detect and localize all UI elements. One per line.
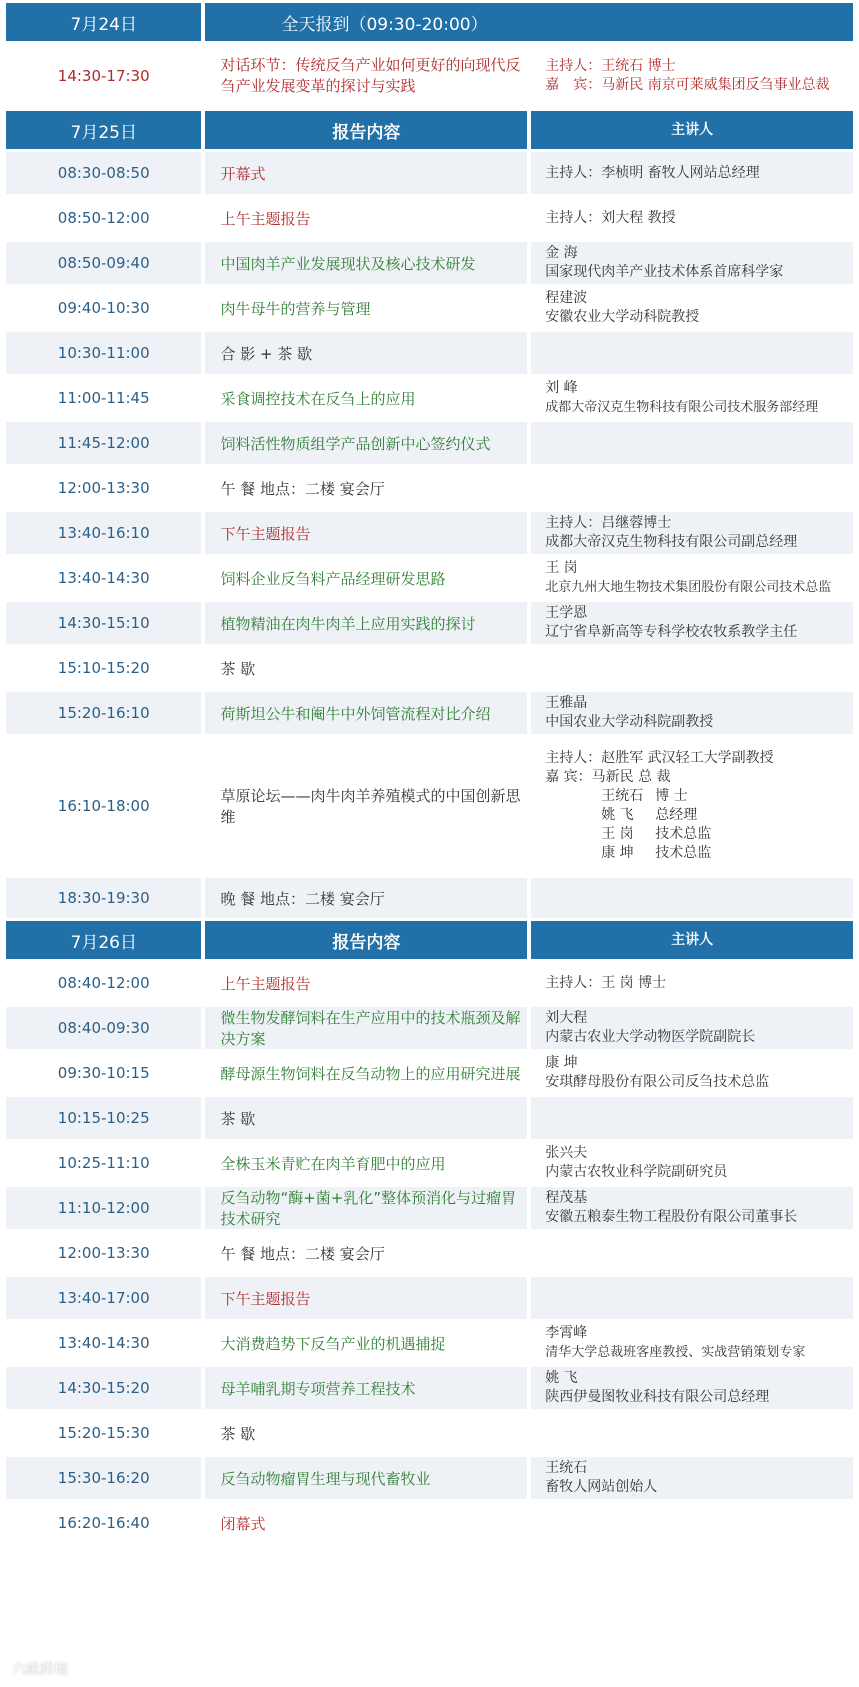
day26-col-speaker: 主讲人: [527, 921, 853, 959]
row-topic: 茶 歇: [201, 1412, 527, 1454]
row-speaker: [527, 467, 853, 509]
day25-dinner-topic: 晚 餐 地点：二楼 宴会厅: [201, 878, 527, 918]
row-speaker: [527, 602, 853, 644]
row-time: 08:40-12:00: [6, 962, 201, 1004]
row-time: 14:30-15:10: [6, 602, 201, 644]
row-speaker: [527, 377, 853, 419]
row-topic: 采食调控技术在反刍上的应用: [201, 377, 527, 419]
forum-guest-title: 技术总监: [655, 845, 712, 861]
row-time: 11:10-12:00: [6, 1187, 201, 1229]
row-time: 09:40-10:30: [6, 287, 201, 329]
row-time: 15:20-16:10: [6, 692, 201, 734]
row-topic: 中国肉羊产业发展现状及核心技术研发: [201, 242, 527, 284]
row-speaker: [527, 1007, 853, 1049]
speaker-name: 主持人：王 岗 博士: [545, 974, 667, 991]
row-time: 08:50-12:00: [6, 197, 201, 239]
row-speaker: [527, 692, 853, 734]
speaker-affiliation: 安琪酵母股份有限公司反刍技术总监: [545, 1074, 770, 1090]
row-time: 15:20-15:30: [6, 1412, 201, 1454]
row-time: 13:40-14:30: [6, 1322, 201, 1364]
row-topic: 微生物发酵饲料在生产应用中的技术瓶颈及解决方案: [201, 1007, 527, 1049]
row-time: 08:30-08:50: [6, 152, 201, 194]
forum-guest: [545, 787, 853, 806]
speaker-name: 王雅晶: [545, 695, 588, 711]
row-speaker: [527, 1142, 853, 1184]
row-topic: 午 餐 地点：二楼 宴会厅: [201, 467, 527, 509]
day24-dialog-guest: 嘉 宾：马新民 南京可莱威集团反刍事业总裁: [545, 77, 830, 93]
speaker-affiliation: 内蒙古农牧业科学院副研究员: [545, 1164, 728, 1180]
speaker-affiliation: 陕西伊曼图牧业科技有限公司总经理: [545, 1389, 770, 1405]
row-speaker: [527, 1502, 853, 1544]
day24-dialog-people: [527, 44, 853, 108]
schedule-table: [6, 0, 853, 1547]
row-time: 14:30-15:20: [6, 1367, 201, 1409]
row-speaker: [527, 332, 853, 374]
row-time: 10:15-10:25: [6, 1097, 201, 1139]
speaker-name: 金 海: [545, 245, 578, 261]
row-time: 15:30-16:20: [6, 1457, 201, 1499]
schedule-row: [6, 1232, 853, 1274]
day25-forum-time: 16:10-18:00: [6, 737, 201, 875]
schedule-row: [6, 1502, 853, 1544]
speaker-affiliation: 北京九州大地生物技术集团股份有限公司技术总监: [545, 580, 832, 595]
row-topic: 闭幕式: [201, 1502, 527, 1544]
schedule-row: [6, 377, 853, 419]
row-speaker: [527, 512, 853, 554]
day25-forum-guest-list: [545, 787, 853, 863]
schedule-row: [6, 647, 853, 689]
row-topic: 上午主题报告: [201, 197, 527, 239]
row-speaker: [527, 242, 853, 284]
forum-guest-name: 康 坤: [601, 845, 634, 861]
speaker-affiliation: 畜牧人网站创始人: [545, 1479, 658, 1495]
forum-guest-title: 博 士: [655, 788, 688, 804]
speaker-affiliation: 安徽农业大学动科院教授: [545, 309, 700, 325]
schedule-row: [6, 1007, 853, 1049]
day25-dinner-row: [6, 878, 853, 918]
watermark-logo: 六畝跨境: [12, 1662, 68, 1678]
row-speaker: [527, 152, 853, 194]
row-speaker: [527, 1412, 853, 1454]
speaker-affiliation: 成都大帝汉克生物科技有限公司副总经理: [545, 534, 798, 550]
row-topic: 饲料活性物质组学产品创新中心签约仪式: [201, 422, 527, 464]
schedule-row: [6, 1457, 853, 1499]
day25-forum-row: [6, 737, 853, 875]
speaker-name: 康 坤: [545, 1055, 578, 1071]
row-speaker: [527, 287, 853, 329]
row-topic: 酵母源生物饲料在反刍动物上的应用研究进展: [201, 1052, 527, 1094]
schedule-row: [6, 287, 853, 329]
speaker-name: 王学恩: [545, 605, 588, 621]
speaker-name: 王统石: [545, 1460, 588, 1476]
row-time: 10:30-11:00: [6, 332, 201, 374]
schedule-row: [6, 1052, 853, 1094]
row-topic: 大消费趋势下反刍产业的机遇捕捉: [201, 1322, 527, 1364]
day25-dinner-time: 18:30-19:30: [6, 878, 201, 918]
row-speaker: [527, 1322, 853, 1364]
day25-dinner-speaker: [527, 878, 853, 918]
row-time: 09:30-10:15: [6, 1052, 201, 1094]
row-speaker: [527, 1097, 853, 1139]
schedule-row: [6, 242, 853, 284]
schedule-row: [6, 602, 853, 644]
schedule-row: [6, 1097, 853, 1139]
schedule-row: [6, 332, 853, 374]
schedule-row: [6, 1187, 853, 1229]
row-speaker: [527, 1052, 853, 1094]
forum-guest-title: 总经理: [655, 807, 698, 823]
row-time: 08:40-09:30: [6, 1007, 201, 1049]
row-speaker: [527, 962, 853, 1004]
day26-col-topic: 报告内容: [201, 921, 527, 959]
row-time: 12:00-13:30: [6, 467, 201, 509]
forum-guest: [545, 806, 853, 825]
row-speaker: [527, 197, 853, 239]
day24-dialog-host: 主持人：王统石 博士: [545, 58, 676, 74]
speaker-name: 主持人：李桢明 畜牧人网站总经理: [545, 164, 760, 181]
speaker-affiliation: 清华大学总裁班客座教授、实战营销策划专家: [545, 1345, 806, 1360]
day25-header-row: [6, 111, 853, 149]
day26-rows: [6, 962, 853, 1544]
row-speaker: [527, 1277, 853, 1319]
row-topic: 下午主题报告: [201, 512, 527, 554]
row-topic: 全株玉米青贮在肉羊育肥中的应用: [201, 1142, 527, 1184]
schedule-row: [6, 692, 853, 734]
forum-guest-title: 技术总监: [655, 826, 712, 842]
row-speaker: [527, 1367, 853, 1409]
speaker-name: 王 岗: [545, 560, 578, 576]
schedule-row: [6, 1412, 853, 1454]
day24-dialog-row: [6, 44, 853, 108]
speaker-name: 主持人：吕继蓉博士: [545, 515, 672, 531]
row-topic: 开幕式: [201, 152, 527, 194]
row-time: 13:40-16:10: [6, 512, 201, 554]
speaker-name: 刘 峰: [545, 380, 578, 396]
schedule-row: [6, 467, 853, 509]
day25-rows: [6, 152, 853, 734]
day24-checkin: 全天报到（09:30-20:00）: [201, 3, 853, 41]
speaker-name: 李霄峰: [545, 1325, 588, 1341]
row-time: 10:25-11:10: [6, 1142, 201, 1184]
row-speaker: [527, 557, 853, 599]
schedule-row: [6, 1277, 853, 1319]
row-topic: 肉牛母牛的营养与管理: [201, 287, 527, 329]
day25-forum-people: [527, 737, 853, 875]
speaker-name: 刘大程: [545, 1010, 588, 1026]
day25-forum-guest-label: 嘉 宾：马新民 总 裁: [545, 769, 671, 785]
row-topic: 反刍动物瘤胃生理与现代畜牧业: [201, 1457, 527, 1499]
row-speaker: [527, 647, 853, 689]
row-time: 13:40-14:30: [6, 557, 201, 599]
speaker-affiliation: 成都大帝汉克生物科技有限公司技术服务部经理: [545, 400, 819, 415]
speaker-affiliation: 内蒙古农业大学动物医学院副院长: [545, 1029, 756, 1045]
row-time: 16:20-16:40: [6, 1502, 201, 1544]
row-speaker: [527, 422, 853, 464]
row-topic: 荷斯坦公牛和阉牛中外饲管流程对比介绍: [201, 692, 527, 734]
day26-header-row: [6, 921, 853, 959]
row-speaker: [527, 1457, 853, 1499]
speaker-name: 程茂基: [545, 1190, 588, 1206]
speaker-name: 主持人：刘大程 教授: [545, 209, 676, 226]
day24-header-row: [6, 3, 853, 41]
row-topic: 上午主题报告: [201, 962, 527, 1004]
speaker-affiliation: 安徽五粮泰生物工程股份有限公司董事长: [545, 1209, 798, 1225]
day25-forum-host: 主持人：赵胜军 武汉轻工大学副教授: [545, 750, 774, 766]
speaker-name: 姚 飞: [545, 1370, 578, 1386]
forum-guest: [545, 844, 853, 863]
schedule-row: [6, 1322, 853, 1364]
row-topic: 母羊哺乳期专项营养工程技术: [201, 1367, 527, 1409]
schedule-row: [6, 962, 853, 1004]
forum-guest-name: 王 岗: [601, 826, 634, 842]
day24-date: 7月24日: [6, 3, 201, 41]
row-topic: 茶 歇: [201, 647, 527, 689]
schedule-row: [6, 1367, 853, 1409]
row-topic: 下午主题报告: [201, 1277, 527, 1319]
forum-guest: [545, 825, 853, 844]
row-topic: 茶 歇: [201, 1097, 527, 1139]
schedule-row: [6, 152, 853, 194]
schedule-row: [6, 557, 853, 599]
day26-date: 7月26日: [6, 921, 201, 959]
schedule-row: [6, 512, 853, 554]
day24-dialog-time: 14:30-17:30: [6, 44, 201, 108]
row-time: 11:00-11:45: [6, 377, 201, 419]
row-time: 11:45-12:00: [6, 422, 201, 464]
row-topic: 饲料企业反刍料产品经理研发思路: [201, 557, 527, 599]
row-topic: 午 餐 地点：二楼 宴会厅: [201, 1232, 527, 1274]
speaker-affiliation: 中国农业大学动科院副教授: [545, 714, 714, 730]
row-time: 15:10-15:20: [6, 647, 201, 689]
row-topic: 合 影 + 茶 歇: [201, 332, 527, 374]
forum-guest-name: 王统石: [601, 788, 644, 804]
speaker-affiliation: 国家现代肉羊产业技术体系首席科学家: [545, 264, 784, 280]
row-topic: 反刍动物“酶+菌+乳化”整体预消化与过瘤胃技术研究: [201, 1187, 527, 1229]
row-speaker: [527, 1232, 853, 1274]
day24-dialog-title: 对话环节：传统反刍产业如何更好的向现代反刍产业发展变革的探讨与实践: [201, 44, 527, 108]
row-speaker: [527, 1187, 853, 1229]
schedule-row: [6, 197, 853, 239]
row-time: 13:40-17:00: [6, 1277, 201, 1319]
day25-forum-topic: 草原论坛——肉牛肉羊养殖模式的中国创新思维: [201, 737, 527, 875]
speaker-name: 张兴夫: [545, 1145, 588, 1161]
day25-col-speaker: 主讲人: [527, 111, 853, 149]
speaker-name: 程建波: [545, 290, 588, 306]
row-time: 08:50-09:40: [6, 242, 201, 284]
day25-date: 7月25日: [6, 111, 201, 149]
day25-col-topic: 报告内容: [201, 111, 527, 149]
forum-guest-name: 姚 飞: [601, 807, 634, 823]
schedule-row: [6, 1142, 853, 1184]
schedule-row: [6, 422, 853, 464]
row-time: 12:00-13:30: [6, 1232, 201, 1274]
row-topic: 植物精油在肉牛肉羊上应用实践的探讨: [201, 602, 527, 644]
speaker-affiliation: 辽宁省阜新高等专科学校农牧系教学主任: [545, 624, 798, 640]
